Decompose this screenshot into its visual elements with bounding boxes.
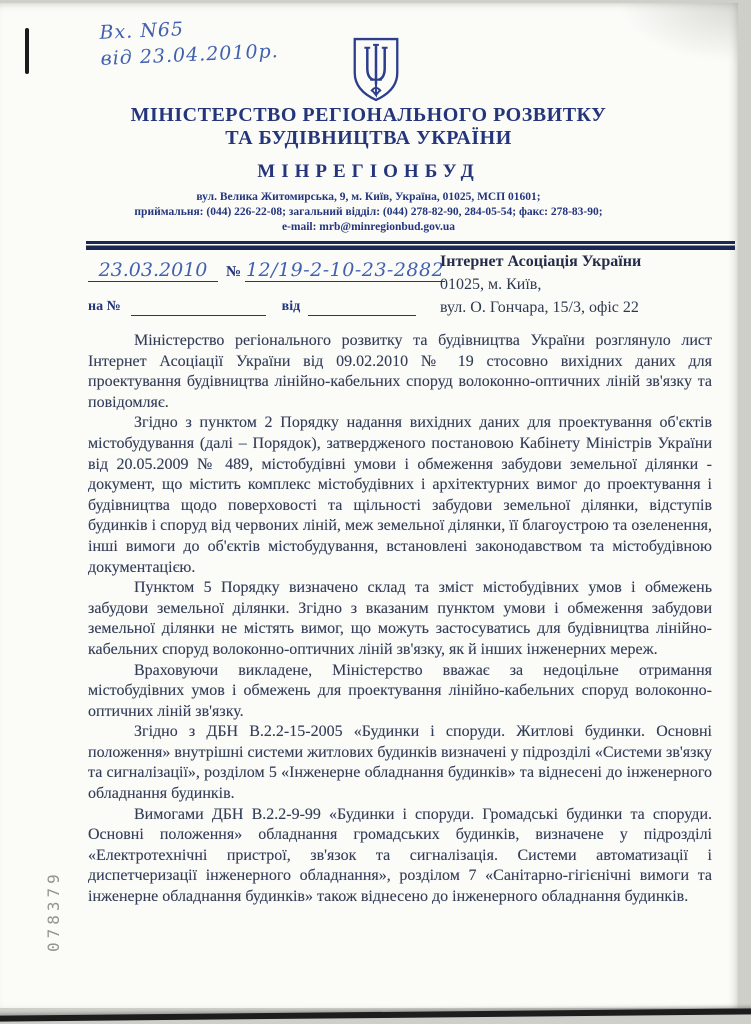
letter-body <box>88 331 712 908</box>
recipient-street: вул. О. Гончара, 15/3, офіс 22 <box>440 299 639 316</box>
paragraph-4: Враховуючи викладене, Міністерство вважає за недоцільне отримання містобудівних умов і обмежень для проектування лінійно-кабельних споруд волоконно-оптичних ліній зв'язку. <box>88 661 712 720</box>
recipient-block <box>440 250 710 319</box>
reference-block <box>88 252 448 316</box>
reply-to-label: на № <box>88 299 121 314</box>
form-number-stamp: 078379 <box>44 870 63 952</box>
paragraph-2: Згідно з пунктом 2 Порядку надання вихідних даних для проектування об'єктів містобудування (далі – Порядок), затвердженого постановою Кабінету Міністрів України від 20.05.2009 № 489, містобудівні умови і обмеження забудови земельної ділянки - документ, що містить комплекс містобудівних і архітектурних вимог до проектування і будівництва щодо поверховості та щільності забудови земельної ділянки, відступів будинків і споруд від червоних ліній, меж земельної ділянки, її благоустрою та озеленення, інші вимоги до об'єктів містобудування, встановлені законодавством та містобудівною документацією. <box>88 414 712 576</box>
outgoing-reference-row <box>88 252 448 282</box>
from-date-blank <box>308 297 416 316</box>
incoming-date: від 23.04.2010р. <box>100 40 280 70</box>
outgoing-number-handwritten: 12/19-2-10-23-2882 <box>245 259 445 281</box>
letterhead-contacts <box>0 190 737 235</box>
ministry-short-name: МІНРЕГІОНБУД <box>257 161 480 182</box>
paragraph-1: Міністерство регіонального розвитку та будівництва України розглянуло лист Інтернет Асоціації України від 09.02.2010 № 19 стосовно вихідних даних для проектування будівництва лінійно-кабельних споруд волоконно-оптичних ліній зв'язку та повідомляє. <box>88 332 712 411</box>
address-line: вул. Велика Житомирська, 9, м. Київ, Україна, 01025, МСП 01601; <box>196 191 541 203</box>
recipient-name: Інтернет Асоціація України <box>440 253 642 270</box>
paragraph-6: Вимогами ДБН В.2.2-9-99 «Будинки і споруди. Громадські будинки та споруди. Основні положення» обладнання громадських будинків, визначене у підрозділі «Електротехнічні пристрої, зв'язок та сигналізація. Системи автоматизації і диспетчеризації інженерного обладнання», розділом 7 «Санітарно-гігієнічні вимоги та інженерне обладнання будинків» також віднесено до інженерного обладнання будинків. <box>88 805 712 906</box>
letterhead-title <box>0 104 737 183</box>
scan-bottom-edge <box>0 1008 751 1021</box>
phones-line: приймальня: (044) 226-22-08; загальний відділ: (044) 278-82-90, 284-05-54; факс: 278-83-90; <box>134 206 603 218</box>
pen-tick-mark <box>25 28 29 74</box>
from-label: від <box>281 299 301 314</box>
header-divider-rule <box>86 241 735 250</box>
paragraph-3: Пунктом 5 Порядку визначено склад та зміст містобудівних умов і обмежень забудови земельної ділянки. Згідно з вказаним пунктом умови і обмеження забудови земельної ділянки не містять вимог, що можуть застосуватись для будівництва лінійно-кабельних споруд волоконно-оптичних ліній зв'язку, як й інших інженерних мереж. <box>88 579 712 658</box>
incoming-reference-row <box>88 286 448 316</box>
incoming-number: Вх. N65 <box>99 18 185 44</box>
outgoing-date-handwritten: 23.03.2010 <box>88 259 218 282</box>
paragraph-5: Згідно з ДБН В.2.2-15-2005 «Будинки і споруди. Житлові будинки. Основні положення» внутрішні системи житлових будинків визначені у підрозділі «Системи зв'язку та сигналізації», розділом 5 «Інженерне обладнання будинків» та віднесені до інженерного обладнання будинків. <box>88 723 712 803</box>
handwritten-incoming-note <box>99 12 279 72</box>
number-sign: № <box>226 264 242 280</box>
reply-number-blank <box>131 297 266 316</box>
recipient-postal: 01025, м. Київ, <box>440 276 542 293</box>
ministry-name-line2: ТА БУДІВНИЦТВА УКРАЇНИ <box>225 127 512 149</box>
ministry-name-line1: МІНІСТЕРСТВО РЕГІОНАЛЬНОГО РОЗВИТКУ <box>130 104 607 126</box>
email-line: e-mail: mrb@minregionbud.gov.ua <box>281 221 456 233</box>
tryzub-icon <box>347 36 405 109</box>
